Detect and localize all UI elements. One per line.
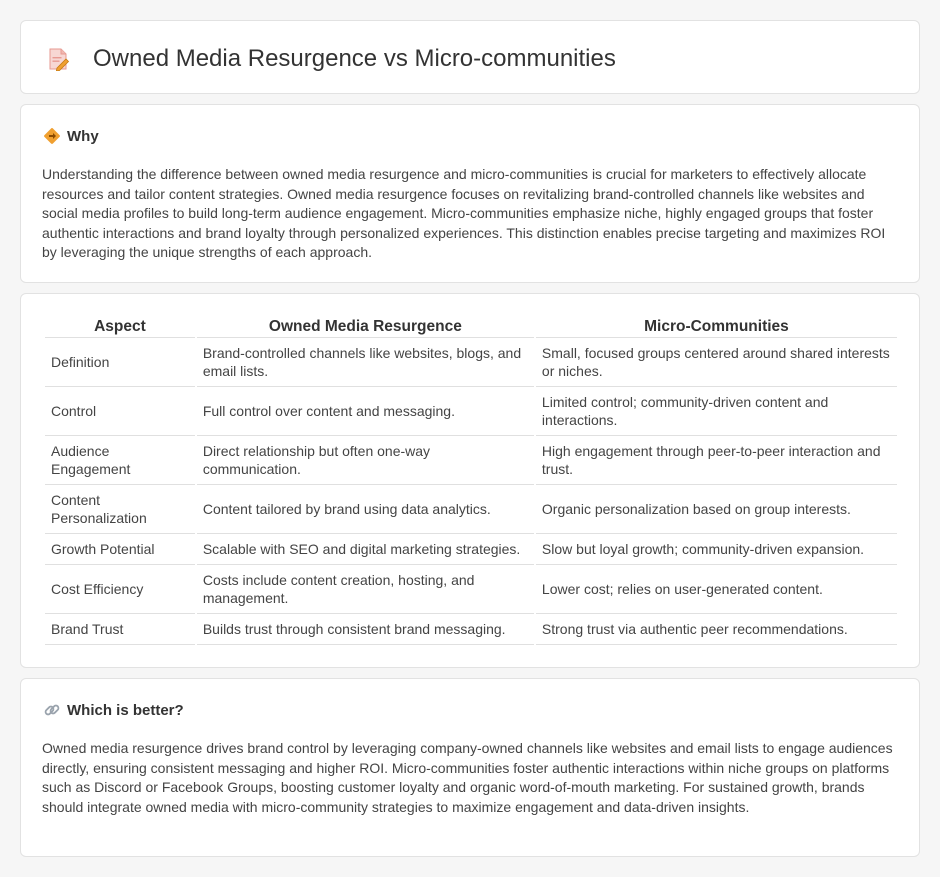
- diamond-sign-icon: [43, 127, 61, 145]
- table-row: [45, 565, 897, 614]
- document-pencil-icon: [48, 47, 70, 71]
- owned-media-cell: Costs include content creation, hosting, and management.: [197, 565, 534, 614]
- comparison-table: [43, 316, 899, 645]
- column-header-micro-communities: Micro-Communities: [536, 316, 897, 338]
- micro-communities-cell: Strong trust via authentic peer recommendations.: [536, 614, 897, 645]
- comparison-section: [20, 293, 920, 668]
- aspect-cell: Growth Potential: [45, 534, 195, 565]
- aspect-cell: Control: [45, 387, 195, 436]
- link-icon: [43, 701, 61, 719]
- table-row: [45, 338, 897, 387]
- why-section: [20, 104, 920, 283]
- owned-media-cell: Scalable with SEO and digital marketing strategies.: [197, 534, 534, 565]
- micro-communities-cell: Small, focused groups centered around shared interests or niches.: [536, 338, 897, 387]
- table-row: [45, 387, 897, 436]
- header-card: [20, 20, 920, 94]
- table-row: [45, 534, 897, 565]
- why-heading-row: [43, 127, 99, 145]
- micro-communities-cell: High engagement through peer-to-peer interaction and trust.: [536, 436, 897, 485]
- aspect-cell: Content Personalization: [45, 485, 195, 534]
- owned-media-cell: Brand-controlled channels like websites, blogs, and email lists.: [197, 338, 534, 387]
- micro-communities-cell: Slow but loyal growth; community-driven expansion.: [536, 534, 897, 565]
- why-body: Understanding the difference between owned media resurgence and micro-communities is crucial for marketers to effectively allocate resources and tailor content strategies. Owned media resurgence focuses on revitalizing brand-controlled channels like websites and social media profiles to build long-term audience engagement. Micro-communities emphasize niche, highly engaged groups that foster authentic interactions and brand loyalty through personalized experiences. This distinction enables precise targeting and maximizes ROI by leveraging the unique strengths of each approach.: [42, 166, 886, 260]
- better-body: Owned media resurgence drives brand control by leveraging company-owned channels like websites and email lists to engage audiences directly, ensuring consistent messaging and higher ROI. Micro-communities foster authentic interactions within niche groups on platforms such as Discord or Facebook Groups, boosting customer loyalty and organic word-of-mouth marketing. For sustained growth, brands should integrate owned media with micro-community strategies to maximize engagement and data-driven insights.: [42, 740, 893, 815]
- table-row: [45, 614, 897, 645]
- micro-communities-cell: Organic personalization based on group interests.: [536, 485, 897, 534]
- table-row: [45, 436, 897, 485]
- better-heading-row: [43, 701, 184, 719]
- aspect-cell: Definition: [45, 338, 195, 387]
- better-heading: Which is better?: [67, 701, 184, 719]
- which-is-better-section: [20, 678, 920, 857]
- aspect-cell: Audience Engagement: [45, 436, 195, 485]
- aspect-cell: Cost Efficiency: [45, 565, 195, 614]
- aspect-cell: Brand Trust: [45, 614, 195, 645]
- owned-media-cell: Builds trust through consistent brand messaging.: [197, 614, 534, 645]
- owned-media-cell: Content tailored by brand using data analytics.: [197, 485, 534, 534]
- why-heading: Why: [67, 127, 99, 145]
- page-title: Owned Media Resurgence vs Micro-communities: [93, 45, 616, 72]
- owned-media-cell: Direct relationship but often one-way communication.: [197, 436, 534, 485]
- micro-communities-cell: Limited control; community-driven content and interactions.: [536, 387, 897, 436]
- owned-media-cell: Full control over content and messaging.: [197, 387, 534, 436]
- table-header-row: [45, 316, 897, 338]
- micro-communities-cell: Lower cost; relies on user-generated content.: [536, 565, 897, 614]
- column-header-aspect: Aspect: [45, 316, 195, 338]
- column-header-owned-media: Owned Media Resurgence: [197, 316, 534, 338]
- table-row: [45, 485, 897, 534]
